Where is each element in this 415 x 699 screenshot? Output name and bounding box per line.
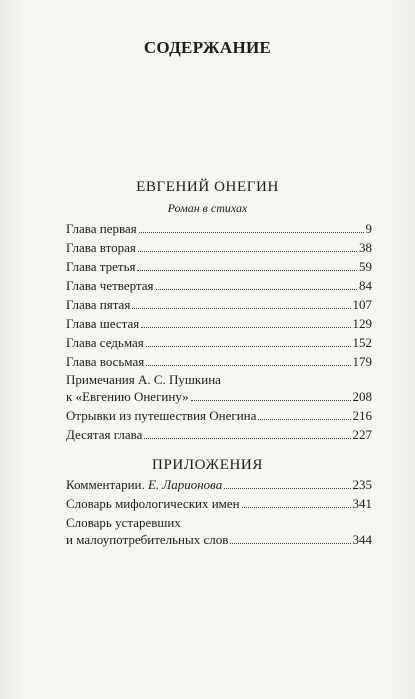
- toc-entry-page: 38: [359, 240, 372, 255]
- appendix-toc: [66, 474, 372, 548]
- dot-leader: [132, 308, 350, 309]
- toc-entry-page: 341: [352, 496, 372, 511]
- commentary-author: Е. Ларионова: [147, 477, 223, 492]
- toc-entry-page: 344: [352, 532, 372, 547]
- toc-entry-label: Примечания А. С. Пушкина: [66, 372, 221, 387]
- toc-entry-page: 84: [359, 278, 372, 293]
- toc-entry-page: 227: [352, 427, 372, 442]
- toc-entry-notes[interactable]: [66, 372, 372, 405]
- dot-leader: [242, 507, 351, 508]
- dot-leader: [138, 251, 357, 252]
- toc-entry-label: Словарь устаревших: [66, 515, 181, 530]
- toc-entry[interactable]: [66, 351, 372, 370]
- toc-entry-page: 216: [352, 408, 372, 423]
- toc-entry[interactable]: [66, 405, 372, 424]
- toc-entry-label: Комментарии. Е. Ларионова: [66, 477, 223, 492]
- dot-leader: [146, 365, 350, 366]
- toc-entry-page: 59: [359, 259, 372, 274]
- toc-entry-label: Глава третья: [66, 259, 136, 274]
- toc-entry-label: Глава вторая: [66, 240, 136, 255]
- dot-leader: [137, 270, 357, 271]
- toc-entry-label: Отрывки из путешествия Онегина: [66, 408, 257, 423]
- appendix-title: ПРИЛОЖЕНИЯ: [152, 457, 263, 473]
- toc-entry-label: Глава пятая: [66, 297, 131, 312]
- toc-entry-page: 107: [352, 297, 372, 312]
- dot-leader: [146, 346, 351, 347]
- novel-toc: [66, 218, 372, 443]
- dot-leader: [141, 327, 350, 328]
- novel-title: ЕВГЕНИЙ ОНЕГИН: [136, 179, 279, 195]
- toc-entry[interactable]: [66, 313, 372, 332]
- toc-entry[interactable]: [66, 275, 372, 294]
- toc-entry-page: 179: [352, 354, 372, 369]
- toc-entry[interactable]: [66, 218, 372, 237]
- dot-leader: [144, 438, 350, 439]
- toc-entry-label: и малоупотребительных слов: [66, 532, 229, 547]
- toc-entry-label: Глава четвертая: [66, 278, 154, 293]
- dot-leader: [224, 488, 350, 489]
- dot-leader: [156, 289, 357, 290]
- toc-entry-page: 129: [352, 316, 372, 331]
- toc-entry-page: 152: [352, 335, 372, 350]
- toc-entry[interactable]: [66, 474, 372, 493]
- toc-entry[interactable]: [66, 256, 372, 275]
- dot-leader: [139, 232, 364, 233]
- toc-entry-label: Десятая глава: [66, 427, 143, 442]
- dot-leader: [258, 419, 350, 420]
- toc-entry-page: 235: [352, 477, 372, 492]
- dot-leader: [191, 400, 351, 401]
- toc-entry-page: 208: [352, 389, 372, 404]
- novel-subtitle: Роман в стихах: [167, 201, 248, 215]
- toc-entry[interactable]: [66, 294, 372, 313]
- dot-leader: [230, 543, 350, 544]
- toc-entry-page: 9: [365, 221, 372, 236]
- toc-entry-label: Глава седьмая: [66, 335, 144, 350]
- toc-entry-label: Словарь мифологических имен: [66, 496, 240, 511]
- toc-entry-label: Глава первая: [66, 221, 137, 236]
- toc-entry[interactable]: [66, 493, 372, 512]
- toc-entry[interactable]: [66, 237, 372, 256]
- toc-entry-archaic[interactable]: [66, 515, 372, 548]
- toc-entry[interactable]: [66, 332, 372, 351]
- toc-entry-label: Глава шестая: [66, 316, 140, 331]
- contents-heading: СОДЕРЖАНИЕ: [143, 38, 272, 57]
- toc-entry[interactable]: [66, 424, 372, 443]
- toc-entry-label: к «Евгению Онегину»: [66, 389, 189, 404]
- toc-entry-label: Глава восьмая: [66, 354, 145, 369]
